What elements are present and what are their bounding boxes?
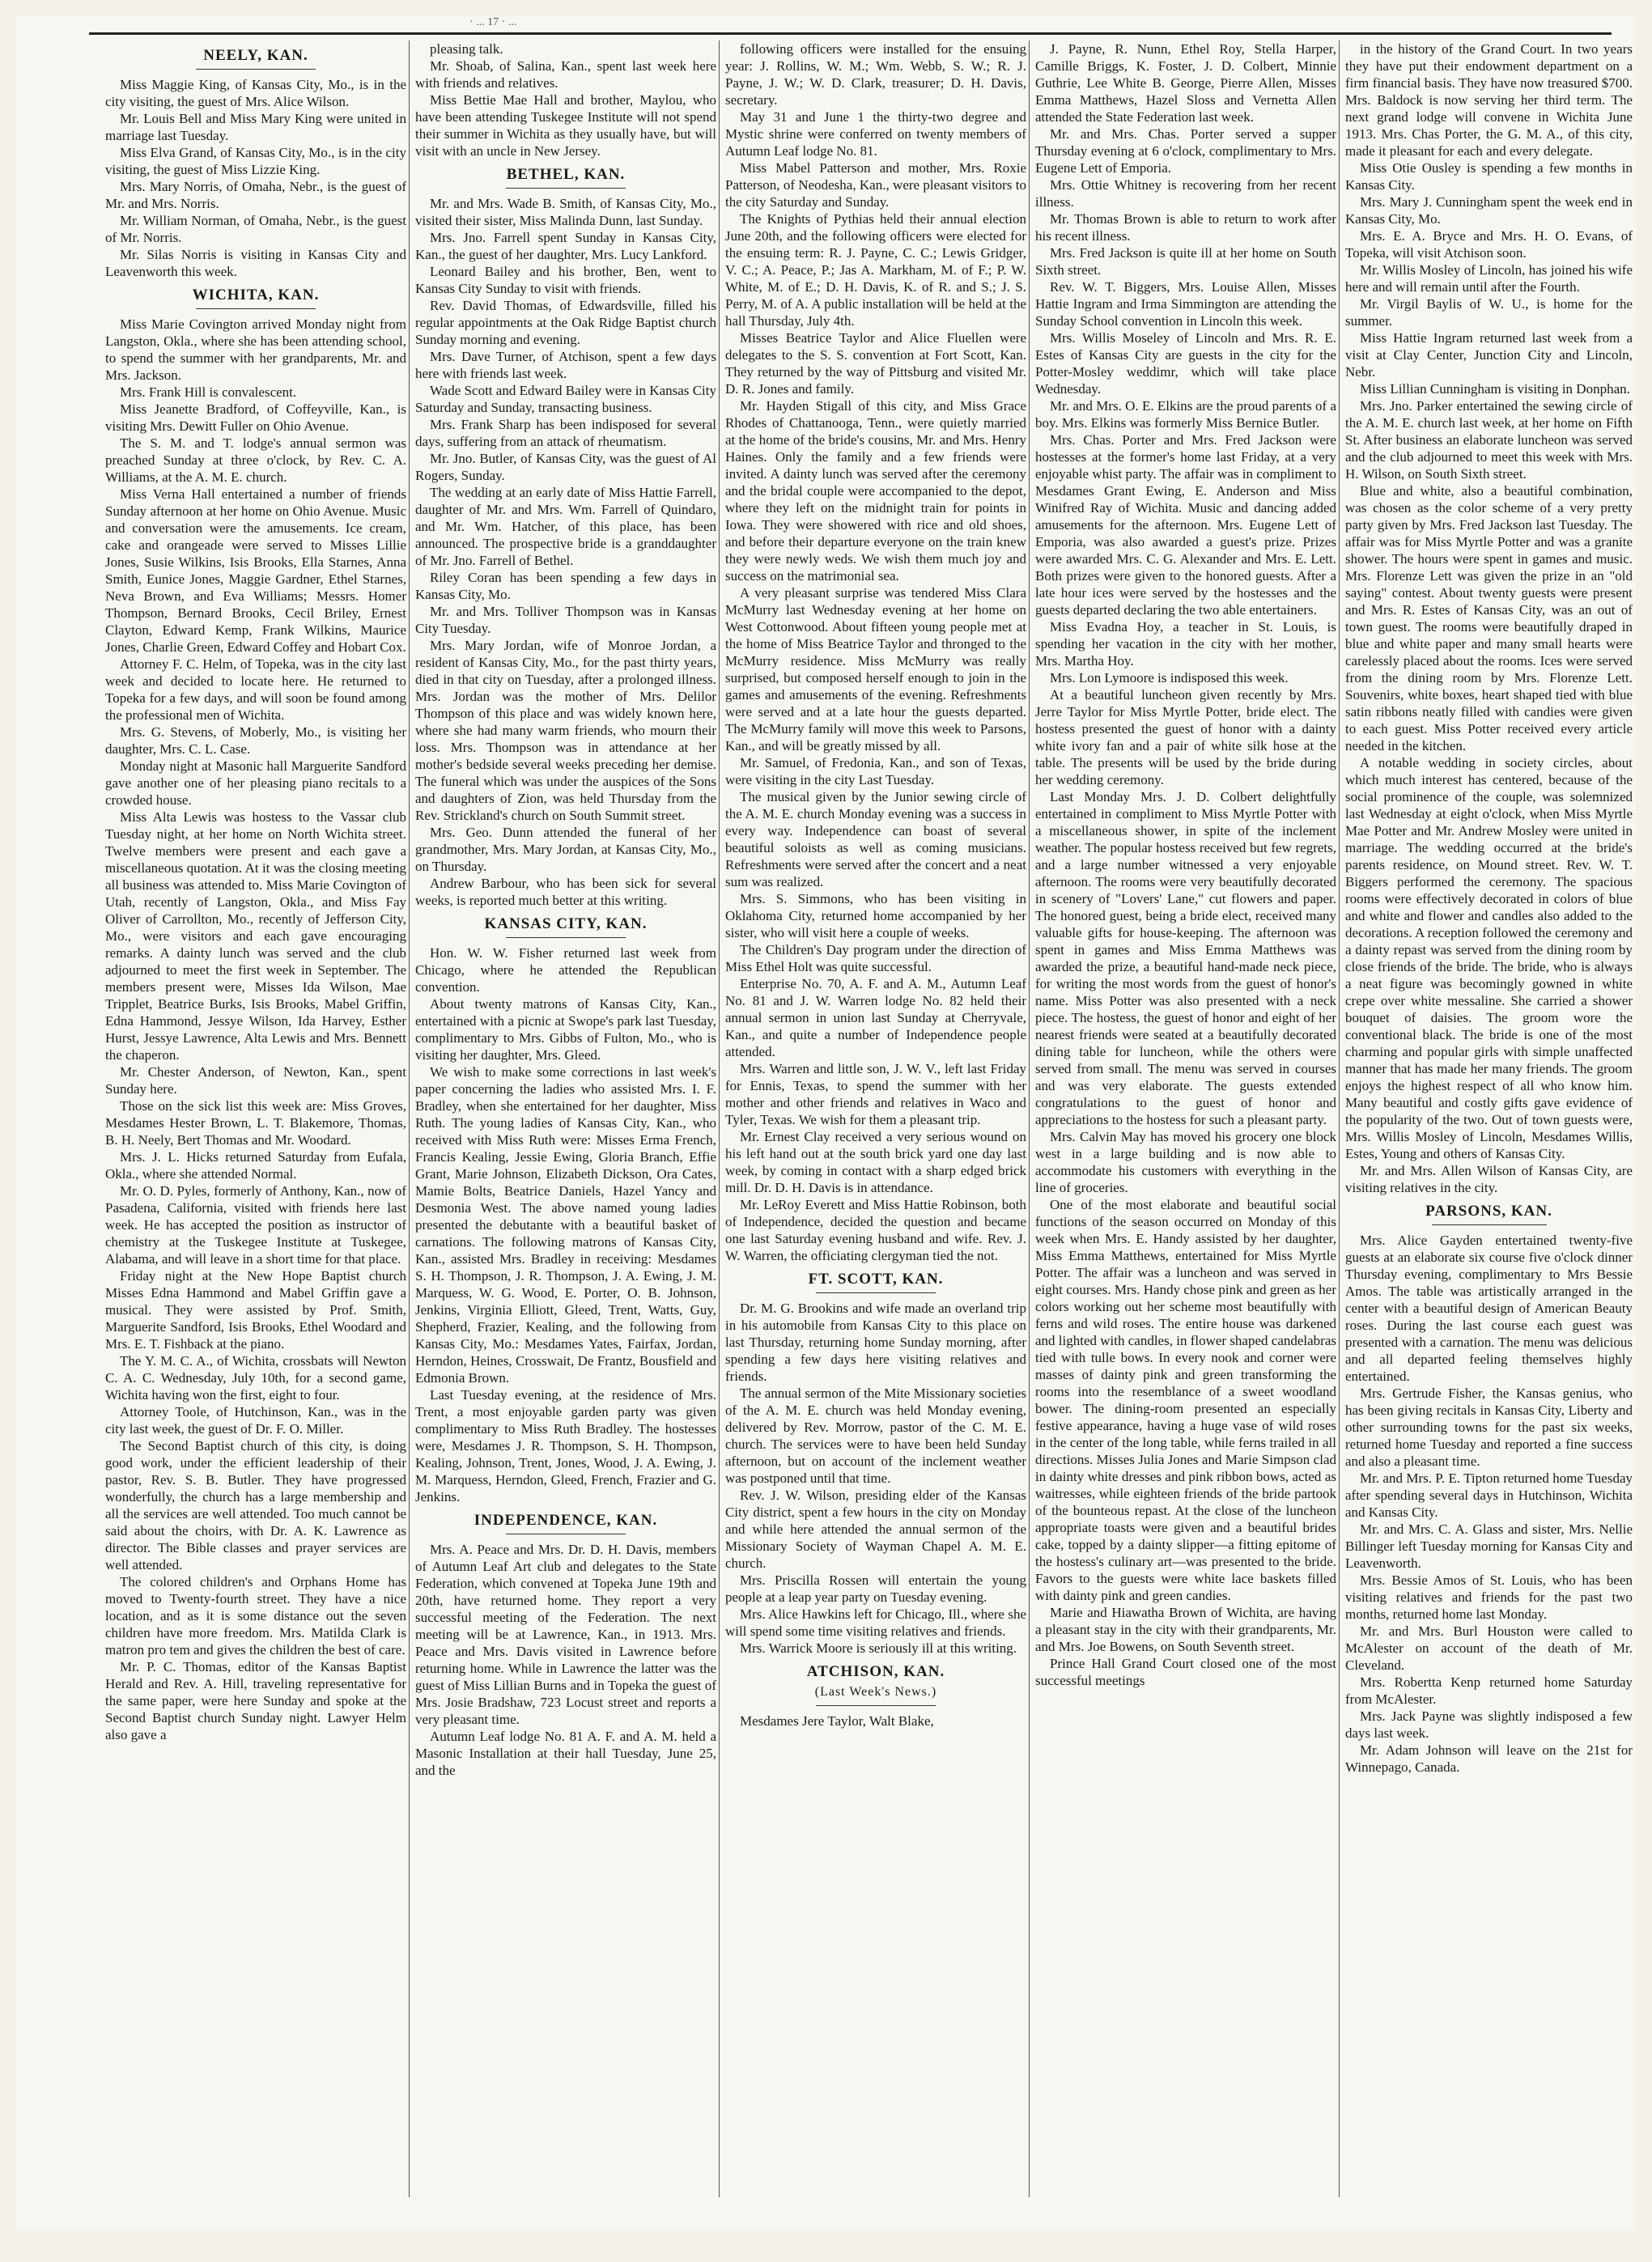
news-item: Leonard Bailey and his brother, Ben, went to Kansas City Sunday to visit with friends. — [415, 264, 716, 296]
news-item: Autumn Leaf lodge No. 81 A. F. and A. M. held a Masonic Installation at their hall Tuesday, June 25, and the — [415, 1729, 716, 1778]
news-item: Mrs. Geo. Dunn attended the funeral of her grandmother, Mrs. Mary Jordan, at Kansas City, Mo., on Thursday. — [415, 825, 716, 874]
column-5 — [1345, 40, 1633, 2197]
news-item: The wedding at an early date of Miss Hattie Farrell, daughter of Mr. and Mrs. Wm. Farrell of Quindaro, and Mr. Wm. Hatcher, of this place, has been announced. The prospective bride is a granddaughter of Mr. Jno. Farrell of Bethel. — [415, 485, 716, 568]
news-item: Mr. and Mrs. Wade B. Smith, of Kansas City, Mo., visited their sister, Miss Malinda Dunn, last Sunday. — [415, 196, 716, 228]
section-heading: NEELY, KAN. — [203, 47, 308, 64]
news-item: A notable wedding in society circles, about which much interest has centered, because of the social prominence of the couple, was solemnized last Wednesday at eight o'clock, when Miss Myrtle Mae Potter and Mr. Andrew Mosley were united in marriage. The wedding occurred at the bride's parents residence, on Mound street. Rev. W. T. Biggers performed the ceremony. The spacious rooms were effectively decorated in colors of blue and white and flower and candles also added to the decorations. A reception followed the ceremony and a dainty repast was served from the dining room by close friends of the bride. The bride, who is always a neat figure was becomingly gowned in white crepe over white messaline. She carried a shower bouquet of daisies. The groom wore the conventional black. The bride is one of the most charming and popular girls with simple unaffected manner that has made her many friends. The groom enjoys the highest respect of all who know him. Many beautiful and costly gifts gave evidence of the popularity of the two. Out of town guests were, Mrs. Willis Mosley of Lincoln, Mesdames Willis, Estes, Young and others of Kansas City. — [1345, 755, 1633, 1161]
news-item: Mrs. Mary Norris, of Omaha, Nebr., is the guest of Mr. and Mrs. Norris. — [105, 179, 406, 211]
news-item: Mr. and Mrs. P. E. Tipton returned home Tuesday after spending several days in Hutchinson, Wichita and Kansas City. — [1345, 1471, 1633, 1520]
news-item: One of the most elaborate and beautiful social functions of the season occurred on Monday of this week when Mrs. E. Handy assisted by her daughter, Miss Emma Matthews, entertained for Miss Myrtle Potter. The affair was a luncheon and was served in eight courses. Mrs. Handy chose pink and green as her colors working out her scheme most beautifully with ferns and wild roses. The entire house was darkened and lighted with candles, in flower shaped candelabras tied with tulle bows. In every nook and corner were masses of dainty pink and green transforming the rooms into the resemblance of a sweet woodland bower. The dining-room presented an especially festive appearance, having a huge vase of wild roses in the center of the long table, while ferns trailed in all directions. Misses Julia Jones and Marie Simpson clad in dainty white dresses and pink ribbon bows, acted as waitresses, while eighteen friends of the bride partook of the bounteous repast. At the close of the luncheon appropriate toasts were given and a beautiful brides cake, topped by a dainty slipper—a fitting epitome of the hostess's culinary art—was presented to the bride. Favors to the guests were white lace baskets filled with dainty pink and green candies. — [1035, 1197, 1336, 1603]
news-item: The colored children's and Orphans Home has moved to Twenty-fourth street. They have a nice location, and as it is some distance out the seven children have more freedom. Mrs. Matilda Clark is matron pro tem and gives the children the best of care. — [105, 1574, 406, 1657]
section-heading: PARSONS, KAN. — [1425, 1203, 1552, 1220]
news-item: Mr. P. C. Thomas, editor of the Kansas Baptist Herald and Rev. A. Hill, traveling representative for the same paper, were here Sunday and spoke at the Second Baptist church Sunday night. Lawyer Helm also gave a — [105, 1659, 406, 1742]
news-item: Mrs. Priscilla Rossen will entertain the young people at a leap year party on Tuesday evening. — [725, 1572, 1026, 1605]
news-item: Mr. and Mrs. Tolliver Thompson was in Kansas City Tuesday. — [415, 604, 716, 636]
news-item: Mrs. Chas. Porter and Mrs. Fred Jackson were hostesses at the former's home last Friday, at a very enjoyable whist party. The affair was in compliment to Mesdames Grant Ewing, E. Anderson and Miss Winifred Ray of Wichita. Music and dancing added amusements for the afternoon. Mrs. Eugene Lett of Emporia, was also awarded a guest's prize. Prizes were awarded Mrs. C. G. Alexander and Mrs. E. Lett. Both prizes were given to the honored guests. After a late hour ices were served by the hostesses and the guests departed declaring the two able entertainers. — [1035, 432, 1336, 617]
news-item: The musical given by the Junior sewing circle of the A. M. E. church Monday evening was a success in every way. Independence can boast of several beautiful soloists as well as coming musicians. Refreshments were served after the concert and a neat sum was realized. — [725, 789, 1026, 889]
heading-rule — [816, 1705, 936, 1706]
news-item: Miss Elva Grand, of Kansas City, Mo., is in the city visiting, the guest of Miss Lizzie King. — [105, 145, 406, 177]
news-item: Mrs. J. L. Hicks returned Saturday from Eufala, Okla., where she attended Normal. — [105, 1149, 406, 1182]
news-item: Andrew Barbour, who has been sick for several weeks, is reported much better at this writing. — [415, 876, 716, 908]
news-item: Mrs. Mary J. Cunningham spent the week end in Kansas City, Mo. — [1345, 194, 1633, 227]
news-item: The Children's Day program under the direction of Miss Ethel Holt was quite successful. — [725, 942, 1026, 974]
news-item: Mr. Willis Mosley of Lincoln, has joined his wife here and will remain until after the Fourth. — [1345, 262, 1633, 295]
column-divider — [719, 40, 720, 2197]
news-item: Blue and white, also a beautiful combination, was chosen as the color scheme of a very pretty party given by Mrs. Fred Jackson last Tuesday. The affair was for Miss Myrtle Potter and was a granite shower. The hours were spent in games and music. Mrs. Florenze Lett was given the prize in an "old saying" contest. About twenty guests were present and Mrs. R. Estes of Kansas City, was an out of town guest. The rooms were beautifully draped in blue and white paper and many small hearts were carelessly placed about the rooms. Ices were served from the dining room by Mrs. Florenze Lett. Souvenirs, white boxes, heart shaped tied with blue satin ribbons neatly filled with candies were given to each guest. Miss Potter received every article needed in the kitchen. — [1345, 483, 1633, 753]
news-item: Marie and Hiawatha Brown of Wichita, are having a pleasant stay in the city with their grandparents, Mr. and Mrs. Joe Bowens, on South Seventh street. — [1035, 1605, 1336, 1654]
news-item: Enterprise No. 70, A. F. and A. M., Autumn Leaf No. 81 and J. W. Warren lodge No. 82 held their annual sermon in union last Sunday at Cherryvale, Kan., and quite a number of Independence people attended. — [725, 976, 1026, 1059]
news-item: Mrs. Jno. Parker entertained the sewing circle of the A. M. E. church last week, at her home on Fifth St. After business an elaborate luncheon was served and the club adjourned to meet this week with Mrs. H. Wilson, on South Sixth street. — [1345, 398, 1633, 482]
section-heading: FT. SCOTT, KAN. — [808, 1271, 944, 1288]
column-divider — [1029, 40, 1030, 2197]
top-rule — [89, 32, 1612, 35]
heading-rule — [506, 188, 626, 189]
news-item: Last Tuesday evening, at the residence of Mrs. Trent, a most enjoyable garden party was given complimentary to Miss Ruth Bradley. The hostesses were, Mesdames J. R. Thompson, S. H. Thompson, Kealing, Johnson, Trent, Jones, Wood, J. A. Ewing, J. M. Marquess, Herndon, Gleed, French, Frazier and G. Jenkins. — [415, 1387, 716, 1504]
news-item: following officers were installed for the ensuing year: J. Rollins, W. M.; Wm. Webb, S. W.; R. J. Payne, J. W.; W. D. Clark, treasurer; D. H. Davis, secretary. — [725, 41, 1026, 108]
news-item: Attorney F. C. Helm, of Topeka, was in the city last week and decided to locate here. He returned to Topeka for a few days, and will soon be found among the professional men of Wichita. — [105, 656, 406, 723]
news-item: Mr. and Mrs. C. A. Glass and sister, Mrs. Nellie Billinger left Tuesday morning for Kansas City and Leavenworth. — [1345, 1521, 1633, 1571]
news-item: Mrs. Alice Hawkins left for Chicago, Ill., where she will spend some time visiting relatives and friends. — [725, 1606, 1026, 1639]
news-item: Rev. J. W. Wilson, presiding elder of the Kansas City district, spent a few hours in the city on Monday and while here attended the annual sermon of the Missionary Society of Wayman Chapel A. M. E. church. — [725, 1487, 1026, 1571]
news-item: Mrs. Frank Hill is convalescent. — [120, 384, 297, 400]
news-item: in the history of the Grand Court. In two years they have put their endowment department on a firm financial basis. They have now treasured $700. Mrs. Baldock is now serving her third term. The next grand lodge will convene in Wichita June 1913. Mrs. Chas Porter, the G. M. A., of this city, made it pleasant for each and every delegate. — [1345, 41, 1633, 159]
news-item: Mr. and Mrs. Burl Houston were called to McAlester on account of the death of Mr. Cleveland. — [1345, 1623, 1633, 1673]
page-folio: · ... 17 · ... — [469, 16, 517, 28]
heading-rule — [196, 308, 316, 309]
news-item: Miss Maggie King, of Kansas City, Mo., is in the city visiting, the guest of Mrs. Alice Wilson. — [105, 77, 406, 109]
news-item: Mrs. A. Peace and Mrs. Dr. D. H. Davis, members of Autumn Leaf Art club and delegates to the State Federation, which convened at Topeka June 19th and 20th, have returned home. They report a very successful meeting of the Federation. The next meeting will be at Lawrence, Kan., in 1913. Mrs. Peace and Mrs. Davis visited in Lawrence before returning home. While in Lawrence the latter was the guest of Miss Lillian Burns and in Topeka the guest of Mrs. Josie Bradshaw, 723 Locust street and reports a very pleasant time. — [415, 1542, 716, 1727]
news-item: Mr. O. D. Pyles, formerly of Anthony, Kan., now of Pasadena, California, visited with friends here last week. He has accepted the position as instructor of chemistry at the Tuskegee Institute at Tuskegee, Alabama, and will leave in a short time for that place. — [105, 1183, 406, 1267]
news-item: Last Monday Mrs. J. D. Colbert delightfully entertained in compliment to Miss Myrtle Potter with a miscellaneous shower, in spite of the inclement weather. The popular hostess received but few regrets, and a large number witnessed a very enjoyable afternoon. The rooms were very beautifully decorated in scenery of "Lovers' Lane," cut flowers and paper. The honored guest, being a bride elect, received many valuable gifts for house-keeping. The afternoon was spent in games and Miss Emma Matthews was awarded the prize, a beautiful hand-made neck piece, for writing the most words from the guest of honor's name. Miss Potter was also presented with a neck piece. The hostess, the guest of honor and eight of her nearest friends were seated at a beautifully decorated dining table for luncheon, while the others were served from small. The menu was served in courses and was very elaborate. The guests extended congratulations to the guest of honor and appreciations to the hostess for such a pleasant party. — [1035, 789, 1336, 1127]
news-item: Miss Alta Lewis was hostess to the Vassar club Tuesday night, at her home on North Wichita street. Twelve members were present and each gave a miscellaneous quotation. At it was the closing meeting all business was attended to. Miss Marie Covington of Utah, recently of Langston, Okla., and Miss Fay Oliver of Carrollton, Mo., recently of Jefferson City, Mo., were visitors and each gave encouraging remarks. A dainty lunch was served and the club adjourned to meet the first week in September. The members present were, Misses Ida Wilson, Mae Tripplet, Beatrice Burks, Isis Brooks, Mabel Griffin, Edna Hammond, Jessye Wilson, Ida Harvey, Esther Hurst, Jessye Lawrence, Alta Lewis and Mrs. Bennett the chaperon. — [105, 809, 406, 1063]
news-item: The Second Baptist church of this city, is doing good work, under the efficient leadership of their pastor, Rev. S. B. Butler. They have progressed wonderfully, the church has a large membership and all the services are well attended. Too much cannot be said about the choirs, with Dr. A. K. Lawrence as director. The Bible classes and prayer services are well attended. — [105, 1438, 406, 1572]
news-item: Rev. David Thomas, of Edwardsville, filled his regular appointments at the Oak Ridge Baptist church Sunday morning and evening. — [415, 298, 716, 347]
news-item: Mr. Samuel, of Fredonia, Kan., and son of Texas, were visiting in the city Last Tuesday. — [725, 755, 1026, 787]
news-item: Rev. W. T. Biggers, Mrs. Louise Allen, Misses Hattie Ingram and Irma Simmington are attending the Sunday School convention in Lincoln this week. — [1035, 279, 1336, 329]
news-item: Miss Hattie Ingram returned last week from a visit at Clay Center, Junction City and Lincoln, Nebr. — [1345, 330, 1633, 380]
news-item: Mrs. S. Simmons, who has been visiting in Oklahoma City, returned home accompanied by her sister, who will visit here a couple of weeks. — [725, 891, 1026, 940]
news-item: Mr. Chester Anderson, of Newton, Kan., spent Sunday here. — [105, 1064, 406, 1097]
news-item: Mr. Ernest Clay received a very serious wound on his left hand out at the south brick yard one day last week, by coming in contact with a sharp edged brick mill. Dr. D. H. Davis is in attendance. — [725, 1129, 1026, 1195]
news-item: About twenty matrons of Kansas City, Kan., entertained with a picnic at Swope's park last Tuesday, complimentary to Mrs. Gibbs of Fulton, Mo., who is visiting her daughter, Mrs. Gleed. — [415, 996, 716, 1063]
news-item: Mr. Adam Johnson will leave on the 21st for Winnepago, Canada. — [1345, 1742, 1633, 1775]
news-item: Mrs. Alice Gayden entertained twenty-five guests at an elaborate six course five o'clock dinner Thursday evening, complimentary to Mrs Bessie Amos. The table was artistically arranged in the center with a beautiful design of American Beauty roses. During the last course each guest was presented with a carnation. The menu was delicious and all departed feeling themselves highly entertained. — [1345, 1233, 1633, 1384]
section-heading: ATCHISON, KAN. — [806, 1663, 945, 1680]
news-item: Mr. and Mrs. Chas. Porter served a supper Thursday evening at 6 o'clock, complimentary to Mrs. Eugene Lett of Emporia. — [1035, 126, 1336, 176]
news-item: Riley Coran has been spending a few days in Kansas City, Mo. — [415, 570, 716, 602]
news-item: Mrs. Jack Payne was slightly indisposed a few days last week. — [1345, 1708, 1633, 1741]
news-item: Mr. and Mrs. Allen Wilson of Kansas City, are visiting relatives in the city. — [1345, 1163, 1633, 1195]
news-item: Mrs. Jno. Farrell spent Sunday in Kansas City, Kan., the guest of her daughter, Mrs. Lucy Lankford. — [415, 230, 716, 262]
column-divider — [409, 40, 410, 2197]
news-item: Mr. Virgil Baylis of W. U., is home for the summer. — [1345, 296, 1633, 329]
news-item: Miss Verna Hall entertained a number of friends Sunday afternoon at her home on Ohio Avenue. Music and conversation were the amusements. Ice cream, cake and orangeade were served to Misses Lillie Jones, Susie Wilkins, Isis Brooks, Ella Starnes, Anna Smith, Eunice Jones, Maggie Gardner, Ethel Starnes, Neva Brown, and Eva Williams; Messrs. Homer Thompson, Bernard Brooks, Cecil Briley, Ernest Clayton, Edward Kemp, Frank Wilkins, Maurice Jones, Charlie Green, Edward Coffey and Hobart Cox. — [105, 486, 406, 655]
column-4 — [1035, 40, 1336, 2197]
heading-rule — [196, 69, 316, 70]
news-item: A very pleasant surprise was tendered Miss Clara McMurry last Wednesday evening at her home on West Cottonwood. About fifteen young people met at the home of Miss Beatrice Taylor and thronged to the McMurry residence. Miss McMurry was really surprised, but composed herself enough to join in the games and amusements of the evening. Refreshments were served and at a late hour the guests departed. The McMurry family will move this week to Parsons, Kan., and will be greatly missed by all. — [725, 585, 1026, 753]
news-item: Mrs. Ottie Whitney is recovering from her recent illness. — [1035, 177, 1336, 210]
heading-rule — [816, 1292, 936, 1293]
news-item: Wade Scott and Edward Bailey were in Kansas City Saturday and Sunday, transacting business. — [415, 383, 716, 415]
section-heading: KANSAS CITY, KAN. — [484, 915, 648, 932]
news-item: Attorney Toole, of Hutchinson, Kan., was in the city last week, the guest of Dr. F. O. Miller. — [105, 1404, 406, 1437]
section-heading: INDEPENDENCE, KAN. — [474, 1512, 658, 1529]
news-item: The Y. M. C. A., of Wichita, crossbats will Newton C. A. C. Wednesday, July 10th, for a second game, Wichita having won the first, eight to four. — [105, 1353, 406, 1403]
section-heading: BETHEL, KAN. — [506, 166, 626, 183]
news-item: Mesdames Jere Taylor, Walt Blake, — [740, 1713, 934, 1729]
newspaper-page — [16, 16, 1636, 2230]
news-item: Mrs. Warren and little son, J. W. V., left last Friday for Ennis, Texas, to spend the summer with her mother and other friends and relatives in Waco and Tyler, Texas. We wish for them a pleasant trip. — [725, 1061, 1026, 1127]
news-item: Mr. Hayden Stigall of this city, and Miss Grace Rhodes of Chattanooga, Tenn., were quietly married at the home of the bride's cousins, Mr. and Mrs. Henry Haines. Only the family and a few friends were invited. A dainty lunch was served after the ceremony and the bridal couple were accompanied to the depot, where they left on the midnight train for points in Iowa. They were showered with rice and old shoes, and before their departure everyone on the train knew they were newly weds. We wish them much joy and success on the matrimonial sea. — [725, 398, 1026, 584]
news-item: Mrs. Fred Jackson is quite ill at her home on South Sixth street. — [1035, 245, 1336, 278]
heading-rule — [1432, 1224, 1547, 1225]
news-item: Mr. Jno. Butler, of Kansas City, was the guest of Al Rogers, Sunday. — [415, 451, 716, 483]
news-item: Miss Otie Ousley is spending a few months in Kansas City. — [1345, 160, 1633, 193]
news-item: Miss Jeanette Bradford, of Coffeyville, Kan., is visiting Mrs. Dewitt Fuller on Ohio Avenue. — [105, 401, 406, 434]
news-item: Hon. W. W. Fisher returned last week from Chicago, where he attended the Republican convention. — [415, 945, 716, 995]
column-1 — [105, 40, 406, 2197]
news-item: Mrs. Robertta Kenp returned home Saturday from McAlester. — [1345, 1674, 1633, 1707]
news-item: Dr. M. G. Brookins and wife made an overland trip in his automobile from Kansas City to this place on last Thursday, returning home Sunday morning, after spending a few days here visiting relatives and friends. — [725, 1301, 1026, 1384]
news-item: May 31 and June 1 the thirty-two degree and Mystic shrine were conferred on twenty members of Autumn Leaf lodge No. 81. — [725, 109, 1026, 159]
news-item: Mrs. Frank Sharp has been indisposed for several days, suffering from an attack of rheumatism. — [415, 417, 716, 449]
news-item: Mr. Shoab, of Salina, Kan., spent last week here with friends and relatives. — [415, 58, 716, 91]
news-item: Mrs. G. Stevens, of Moberly, Mo., is visiting her daughter, Mrs. C. L. Case. — [105, 724, 406, 757]
heading-rule — [506, 937, 626, 938]
column-2 — [415, 40, 716, 2197]
column-divider — [1339, 40, 1340, 2197]
news-item: Mrs. Mary Jordan, wife of Monroe Jordan, a resident of Kansas City, Mo., for the past thirty years, died in that city on Tuesday, after a prolonged illness. Mrs. Jordan was the mother of Mrs. Delilor Thompson of this place and was widely known here, where she had many warm friends, who mourn their loss. Mrs. Thompson was in attendance at her mother's bedside several weeks preceding her demise. The funeral which was under the auspices of the Sons and daughters of Zion, was held Thursday from the Rev. Strickland's church on South Summit street. — [415, 638, 716, 823]
news-item: Mr. Louis Bell and Miss Mary King were united in marriage last Tuesday. — [105, 111, 406, 143]
news-item: Mr. Silas Norris is visiting in Kansas City and Leavenworth this week. — [105, 247, 406, 279]
news-item: Miss Lillian Cunningham is visiting in Donphan. — [1360, 381, 1630, 397]
news-item: Mr. and Mrs. O. E. Elkins are the proud parents of a boy. Mrs. Elkins was formerly Miss Bernice Butler. — [1035, 398, 1336, 431]
section-heading: WICHITA, KAN. — [192, 286, 320, 303]
news-item: Miss Mabel Patterson and mother, Mrs. Roxie Patterson, of Neodesha, Kan., were pleasant visitors to the city Saturday and Sunday. — [725, 160, 1026, 210]
column-3 — [725, 40, 1026, 2197]
news-item: Mrs. Gertrude Fisher, the Kansas genius, who has been giving recitals in Kansas City, Liberty and other surrounding towns for the past six weeks, returned home Tuesday and reported a fine success and also a pleasant time. — [1345, 1386, 1633, 1469]
news-item: The S. M. and T. lodge's annual sermon was preached Sunday at three o'clock, by Rev. C. A. Williams, at the A. M. E. church. — [105, 435, 406, 485]
news-item: J. Payne, R. Nunn, Ethel Roy, Stella Harper, Camille Briggs, K. Foster, J. D. Colbert, Minnie Guthrie, Lee White B. George, Pierre Allen, Misses Emma Matthews, Hazel Sloss and Vernetta Allen attended the State Federation last week. — [1035, 41, 1336, 125]
news-item: pleasing talk. — [430, 41, 503, 57]
news-item: Friday night at the New Hope Baptist church Misses Edna Hammond and Mabel Griffin gave a musical. They were assisted by Prof. Smith, Marguerite Sandford, Isis Brooks, Ethel Woodard and Mrs. E. T. Fishback at the piano. — [105, 1268, 406, 1352]
news-item: Mrs. Calvin May has moved his grocery one block west in a large building and is now able to accommodate his customers with everything in the line of groceries. — [1035, 1129, 1336, 1195]
news-item: Mr. LeRoy Everett and Miss Hattie Robinson, both of Independence, decided the question and became one last Saturday evening husband and wife. Rev. J. W. Warren, the officiating clergyman tied the not. — [725, 1197, 1026, 1263]
news-item: Monday night at Masonic hall Marguerite Sandford gave another one of her pleasing piano recitals to a crowded house. — [105, 758, 406, 808]
section-subheading: (Last Week's News.) — [814, 1685, 937, 1699]
news-item: Miss Marie Covington arrived Monday night from Langston, Okla., where she has been attending school, to spend the summer with her grandparents, Mr. and Mrs. Jackson. — [105, 316, 406, 383]
news-item: Miss Evadna Hoy, a teacher in St. Louis, is spending her vacation in the city with her mother, Mrs. Martha Hoy. — [1035, 619, 1336, 668]
news-item: At a beautiful luncheon given recently by Mrs. Jerre Taylor for Miss Myrtle Potter, bride elect. The hostess presented the guest of honor with a dainty white ivory fan and a pair of white silk hose at the table. The presents will be used by the bride during her wedding ceremony. — [1035, 687, 1336, 787]
news-item: Those on the sick list this week are: Miss Groves, Mesdames Hester Brown, L. T. Blakemore, Thomas, B. H. Neely, Bert Thomas and Mr. Woodard. — [105, 1098, 406, 1148]
news-item: Mrs. Lon Lymoore is indisposed this week. — [1050, 670, 1289, 685]
news-item: The Knights of Pythias held their annual election June 20th, and the following officers were elected for the ensuing term: R. J. Payne, C. C.; Lewis Gridger, V. C.; A. Peace, P.; Jas A. Markham, M. of F.; P. W. White, M. of E.; D. H. Davis, K. of R. and S.; J. S. Perry, M. of A. A public installation will be held at the hall Thursday, July 4th. — [725, 211, 1026, 329]
news-item: Mrs. Warrick Moore is seriously ill at this writing. — [740, 1640, 1017, 1656]
news-item: Mrs. E. A. Bryce and Mrs. H. O. Evans, of Topeka, will visit Atchison soon. — [1345, 228, 1633, 261]
news-item: Mrs. Dave Turner, of Atchison, spent a few days here with friends last week. — [415, 349, 716, 381]
news-item: Prince Hall Grand Court closed one of the most successful meetings — [1035, 1656, 1336, 1688]
news-item: The annual sermon of the Mite Missionary societies of the A. M. E. church was held Monday evening, delivered by Rev. Morrow, pastor of the C. M. E. church. The services were to have been held Sunday afternoon, but on account of the inclement weather was postponed until that time. — [725, 1386, 1026, 1486]
news-item: Mrs. Willis Moseley of Lincoln and Mrs. R. E. Estes of Kansas City are guests in the city for the Potter-Mosley weddimr, which will take place Wednesday. — [1035, 330, 1336, 397]
news-item: Mrs. Bessie Amos of St. Louis, who has been visiting relatives and friends for the past two months, returned home last Monday. — [1345, 1572, 1633, 1622]
news-item: Mr. Thomas Brown is able to return to work after his recent illness. — [1035, 211, 1336, 244]
news-item: Miss Bettie Mae Hall and brother, Maylou, who have been attending Tuskegee Institute will not spend their summer in Wichita as they usually have, but will visit with an uncle in New Jersey. — [415, 92, 716, 159]
news-item: Mr. William Norman, of Omaha, Nebr., is the guest of Mr. Norris. — [105, 213, 406, 245]
news-item: We wish to make some corrections in last week's paper concerning the ladies who assisted Mrs. I. F. Bradley, when she entertained for her daughter, Miss Ruth. The young ladies of Kansas City, Kan., who received with Miss Ruth were: Misses Erma French, Francis Kealing, Jessie Ewing, Gloria Branch, Effie Grant, Marie Johnson, Elizabeth Dickson, Ora Cates, Mamie Bolts, Beatrice Daniels, Hazel Yancy and Desmonia West. The above named young ladies presented the debutante with a beautiful basket of carnations. The following matrons of Kansas City, Kan., assisted Mrs. Bradley in receiving: Mesdames S. H. Thompson, J. R. Thompson, J. A. Ewing, J. M. Marquess, W. G. Wood, E. Porter, O. B. Johnson, Jenkins, Virginia Elliott, Gleed, Trent, Watts, Guy, Shepherd, Frazier, Kealing, and the following from Kansas City, Mo.: Mesdames Yates, Fairfax, Jordan, Herndon, Heines, Crosswait, De Frantz, Bousfield and Edmonia Brown. — [415, 1064, 716, 1386]
news-item: Misses Beatrice Taylor and Alice Fluellen were delegates to the S. S. convention at Fort Scott, Kan. They returned by the way of Pittsburg and visited Mr. D. R. Jones and family. — [725, 330, 1026, 397]
